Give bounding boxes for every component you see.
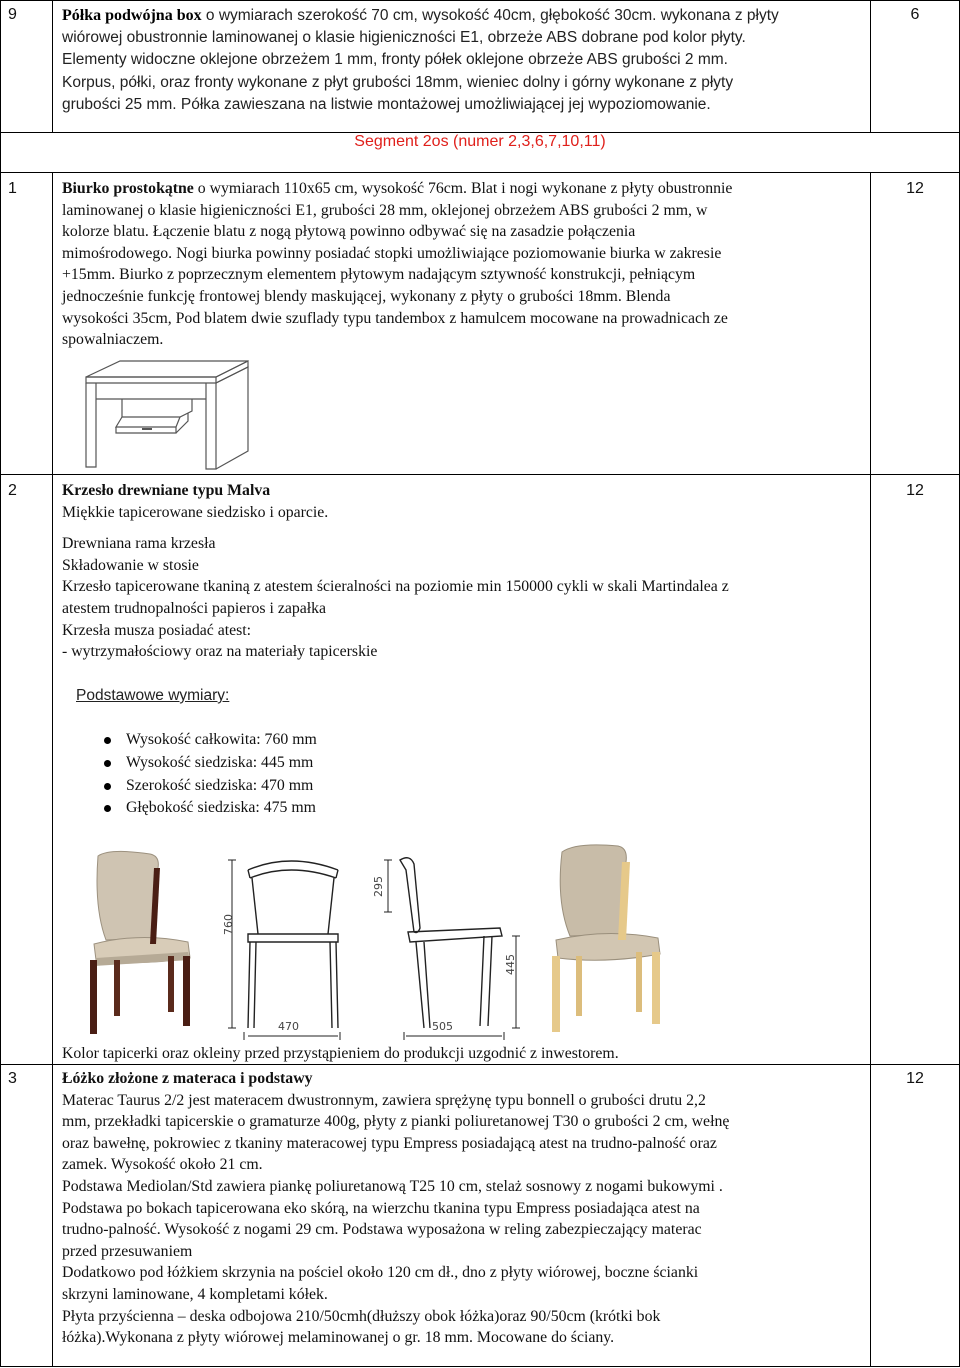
row9-description bbox=[62, 5, 862, 116]
desc-line: kolorze blatu. Łączenie blatu z nogą płytową powinno odbywać się na zasadzie połączenia bbox=[62, 223, 636, 241]
item-title: Krzesło drewniane typu Malva bbox=[62, 482, 271, 499]
dim-label-seat-height: 445 bbox=[504, 954, 517, 975]
dim-label-height: 760 bbox=[222, 914, 235, 935]
desk-drawing bbox=[60, 355, 260, 473]
row-divider bbox=[0, 474, 960, 475]
dim-item: Wysokość całkowita: 760 mm bbox=[62, 729, 862, 752]
desc-line: spowalniaczem. bbox=[62, 331, 164, 349]
desc-line: wiórowej obustronnie laminowanej o klasie higieniczności E1, obrzeże ABS dobrane pod kolor płyty. bbox=[62, 29, 746, 47]
desc-line: laminowanej o klasie higieniczności E1, grubości 28 mm, oklejonej obrzeżem ABS grubości 2 mm, w bbox=[62, 201, 708, 219]
dim-label-width: 470 bbox=[278, 1020, 299, 1033]
desc-line: jednocześnie funkcję frontowej blendy maskującej, wykonany z płyty o grubości 18mm. Blenda bbox=[62, 287, 671, 305]
item-subtitle: Miękkie tapicerowane siedzisko i oparcie. bbox=[62, 503, 329, 521]
desc-line: skrzyni laminowane, 4 kompletami kółek. bbox=[62, 1285, 328, 1303]
desc-line: grubości 25 mm. Półka zawieszana na listwie montażowej umożliwiającej jej wypoziomowanie. bbox=[62, 95, 711, 113]
dim-item: Szerokość siedziska: 470 mm bbox=[62, 775, 862, 798]
row-quantity: 12 bbox=[906, 482, 924, 499]
desc-line: +15mm. Biurko z poprzecznym elementem płytowym nadającym sztywność konstrukcji, pełniącym bbox=[62, 266, 696, 284]
dim-label-depth: 505 bbox=[432, 1020, 453, 1033]
desc-line: Drewniana rama krzesła bbox=[62, 535, 216, 553]
desc-line: łóżka).Wykonana z płyty wiórowej melaminowanej o gr. 18 mm. Mocowane do ściany. bbox=[62, 1329, 615, 1347]
row2-description bbox=[62, 480, 862, 663]
col-divider bbox=[52, 0, 53, 132]
desc-line: Krzesła musza posiadać atest: bbox=[62, 621, 252, 639]
col-divider bbox=[870, 0, 871, 132]
desc-line: Elementy widoczne oklejone obrzeżem 1 mm, fronty półek oklejone obrzeże ABS grubości 2 mm. bbox=[62, 51, 728, 69]
segment-heading: Segment 2os (numer 2,3,6,7,10,11) bbox=[354, 133, 606, 150]
desc-line: Składowanie w stosie bbox=[62, 556, 199, 574]
desc-line: Korpus, półki, oraz fronty wykonane z płyt grubości 18mm, wieniec dolny i górny wykonane z płyty bbox=[62, 73, 734, 91]
dims-list bbox=[62, 729, 862, 820]
row2-note: Kolor tapicerki oraz okleiny przed przystąpieniem do produkcji uzgodnić z inwestorem. bbox=[62, 1045, 619, 1062]
row1-description bbox=[62, 178, 862, 351]
item-title: Półka podwójna box bbox=[62, 7, 202, 24]
dim-label-back: 295 bbox=[372, 876, 385, 897]
desc-line: mm, przekładki tapicerskie o gramaturze 400g, płyty z pianki poliuretanowej T30 o grubości 2 cm, wełnę bbox=[62, 1113, 730, 1131]
col-divider bbox=[52, 172, 53, 1366]
row-quantity: 6 bbox=[910, 6, 920, 23]
item-title: Łóżko złożone z materaca i podstawy bbox=[62, 1070, 313, 1087]
desc-line: zamek. Wysokość około 21 cm. bbox=[62, 1156, 263, 1174]
dim-item: Wysokość siedziska: 445 mm bbox=[62, 752, 862, 775]
row-divider bbox=[0, 172, 960, 173]
desc-line: Materac Taurus 2/2 jest materacem dwustronnym, zawiera sprężynę typu bonnell o grubości drutu 2,2 bbox=[62, 1091, 706, 1109]
desc-line: oraz bawełnę, pokrowiec z tkaniny materacowej typu Empress posiadającą atest na trudno-palność oraz bbox=[62, 1134, 717, 1152]
dims-header bbox=[76, 685, 876, 707]
table-border-top bbox=[0, 0, 960, 1]
chair-dark-wood-image bbox=[80, 848, 200, 1038]
row-number: 3 bbox=[8, 1070, 17, 1087]
desc-line: o wymiarach 110x65 cm, wysokość 76cm. Blat i nogi wykonane z płyty obustronnie bbox=[193, 180, 733, 197]
desc-line: Podstawa po bokach tapicerowana eko skórą, na wierzchu tkanina typu Empress posiadająca atest na bbox=[62, 1199, 700, 1217]
row-number: 2 bbox=[8, 482, 17, 499]
col-divider bbox=[870, 172, 871, 1366]
desc-line: Krzesło tapicerowane tkaniną z atestem ścieralności na poziomie min 150000 cykli w skali Martindalea z bbox=[62, 578, 729, 596]
desc-line: trudno-palność. Wysokość z nogami 29 cm. Podstawa wyposażona w reling zabezpieczający materac bbox=[62, 1221, 702, 1239]
desc-line: Płyta przyścienna – deska odbojowa 210/50cmh(dłuższy obok łóżka)oraz 90/50cm (krótki bok bbox=[62, 1307, 661, 1325]
desc-line: Podstawa Mediolan/Std zawiera piankę poliuretanową T25 10 cm, stelaż sosnowy z nogami bukowymi . bbox=[62, 1177, 723, 1195]
desc-line: wysokości 35cm, Pod blatem dwie szuflady typu tandembox z hamulcem mocowane na prowadnicach ze bbox=[62, 309, 728, 327]
desc-line: o wymiarach szerokość 70 cm, wysokość 40cm, głębokość 30cm. wykonana z płyty bbox=[201, 7, 779, 24]
dim-item: Głębokość siedziska: 475 mm bbox=[62, 797, 862, 820]
desc-line: mimośrodowego. Nogi biurka powinny posiadać stopki umożliwiające poziomowanie biurka w zakresie bbox=[62, 244, 722, 262]
item-title: Biurko prostokątne bbox=[62, 180, 194, 197]
desc-line: atestem trudnopalności papieros i zapałka bbox=[62, 599, 327, 617]
table-border-left bbox=[0, 0, 1, 1367]
chair-light-wood-image bbox=[540, 842, 670, 1037]
row-number: 1 bbox=[8, 180, 17, 197]
row-quantity: 12 bbox=[906, 180, 924, 197]
desc-line: - wytrzymałościowy oraz na materiały tapicerskie bbox=[62, 643, 378, 661]
row3-description bbox=[62, 1068, 862, 1349]
desc-line: przed przesuwaniem bbox=[62, 1242, 193, 1260]
table-border-bottom bbox=[0, 1366, 960, 1367]
dims-header-text: Podstawowe wymiary: bbox=[76, 687, 230, 704]
row-quantity: 12 bbox=[906, 1070, 924, 1087]
desc-line: Dodatkowo pod łóżkiem skrzynia na pościel około 120 cm dł., dno z płyty wiórowej, boczne ścianki bbox=[62, 1264, 699, 1282]
row-number: 9 bbox=[8, 6, 17, 23]
